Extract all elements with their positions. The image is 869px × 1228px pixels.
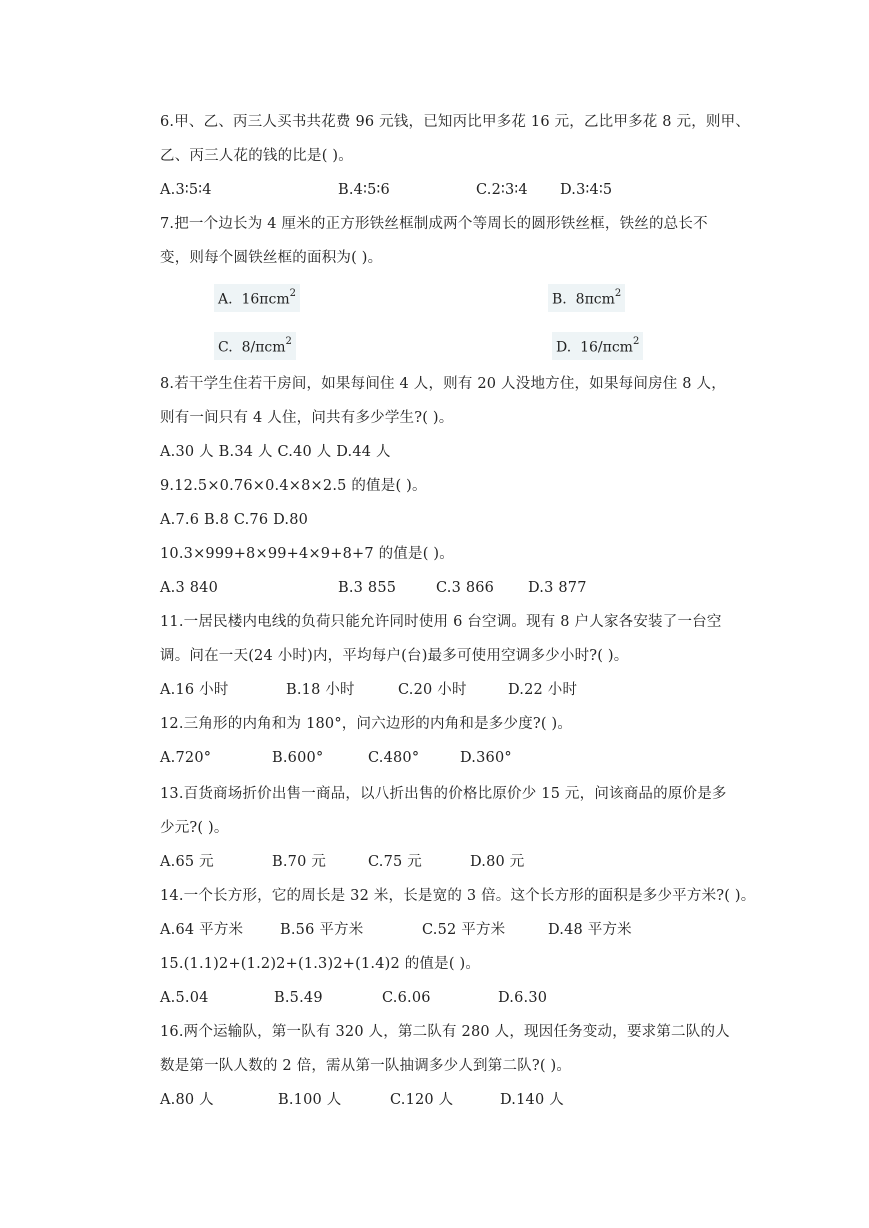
question-14-line-1: 14.一个长方形，它的周长是 32 米，长是宽的 3 倍。这个长方形的面积是多少平方米?( )。	[160, 888, 756, 904]
question-7-line-2: 变，则每个圆铁丝框的面积为( )。	[160, 250, 383, 266]
option-d: D.22 小时	[508, 682, 578, 698]
option-letter: D.	[556, 339, 572, 356]
question-9-line-1: 9.12.5×0.76×0.4×8×2.5 的值是( )。	[160, 478, 427, 494]
question-13-line-1: 13.百货商场折价出售一商品，以八折出售的价格比原价少 15 元，问该商品的原价是多	[160, 786, 727, 802]
option-c: C.52 平方米	[422, 922, 506, 938]
question-15-options	[160, 988, 760, 1008]
option-b: B.100 人	[278, 1092, 342, 1108]
question-14-options	[160, 920, 760, 940]
option-letter: C.	[218, 339, 233, 356]
question-10-options	[160, 578, 760, 598]
option-sup: 2	[632, 336, 640, 347]
options-line: A.7.6 B.8 C.76 D.80	[160, 512, 309, 528]
option-a: A.64 平方米	[160, 922, 244, 938]
question-16-options	[160, 1090, 760, 1110]
question-6-options	[160, 180, 760, 200]
option-d: D.80 元	[470, 854, 525, 870]
option-a: A.720°	[160, 750, 212, 766]
option-c: C.480°	[368, 750, 420, 766]
option-letter: A.	[218, 291, 233, 308]
option-d: D.6.30	[498, 990, 548, 1006]
question-16-line-1: 16.两个运输队，第一队有 320 人，第二队有 280 人，现因任务变动，要求第二队的人	[160, 1024, 730, 1040]
option-c: C.2∶3∶4	[476, 182, 528, 198]
option-d-formula	[552, 332, 643, 360]
option-c: C.3 866	[436, 580, 495, 596]
option-expr: 8πcm	[575, 291, 615, 308]
question-13-options	[160, 852, 760, 872]
option-c-formula	[214, 332, 296, 360]
option-d: D.140 人	[500, 1092, 564, 1108]
option-c: C.6.06	[382, 990, 431, 1006]
option-a: A.3 840	[160, 580, 218, 596]
option-d: D.360°	[460, 750, 512, 766]
question-13-line-2: 少元?( )。	[160, 820, 229, 836]
question-7-line-1: 7.把一个边长为 4 厘米的正方形铁丝框制成两个等周长的圆形铁丝框，铁丝的总长不	[160, 216, 708, 232]
question-8-line-1: 8.若干学生住若干房间，如果每间住 4 人，则有 20 人没地方住，如果每间房住 8 人，	[160, 376, 726, 392]
option-a: A.5.04	[160, 990, 209, 1006]
question-16-line-2: 数是第一队人数的 2 倍，需从第一队抽调多少人到第二队?( )。	[160, 1058, 572, 1074]
option-b-formula	[548, 284, 625, 312]
option-b: B.18 小时	[286, 682, 355, 698]
option-b: B.56 平方米	[280, 922, 364, 938]
option-a: A.65 元	[160, 854, 214, 870]
options-line: A.30 人 B.34 人 C.40 人 D.44 人	[160, 444, 391, 460]
option-sup: 2	[285, 336, 292, 347]
option-d: D.48 平方米	[548, 922, 632, 938]
question-15-line-1: 15.(1.1)2+(1.2)2+(1.3)2+(1.4)2 的值是( )。	[160, 956, 481, 972]
option-d: D.3∶4∶5	[560, 182, 613, 198]
question-12-line-1: 12.三角形的内角和为 180°，问六边形的内角和是多少度?( )。	[160, 716, 573, 732]
question-12-options	[160, 748, 760, 768]
question-11-options	[160, 680, 760, 700]
option-c: C.20 小时	[398, 682, 467, 698]
option-a-formula	[214, 284, 300, 312]
question-6-line-2: 乙、丙三人花的钱的比是( )。	[160, 148, 353, 164]
option-expr: 8/πcm	[241, 339, 286, 356]
option-sup: 2	[614, 288, 622, 299]
option-b: B.3 855	[338, 580, 397, 596]
option-expr: 16πcm	[241, 291, 290, 308]
question-6-line-1: 6.甲、乙、丙三人买书共花费 96 元钱，已知丙比甲多花 16 元，乙比甲多花 8 元，则甲、	[160, 114, 751, 130]
question-8-line-2: 则有一间只有 4 人住，问共有多少学生?( )。	[160, 410, 454, 426]
option-letter: B.	[552, 291, 567, 308]
question-9-options	[160, 510, 760, 530]
option-b: B.4∶5∶6	[338, 182, 390, 198]
question-10-line-1: 10.3×999+8×99+4×9+8+7 的值是( )。	[160, 546, 454, 562]
option-a: A.3∶5∶4	[160, 182, 212, 198]
option-c: C.120 人	[390, 1092, 454, 1108]
option-b: B.70 元	[272, 854, 327, 870]
option-b: B.600°	[272, 750, 324, 766]
option-expr: 16/πcm	[580, 339, 633, 356]
option-sup: 2	[289, 288, 296, 299]
option-a: A.80 人	[160, 1092, 214, 1108]
option-a: A.16 小时	[160, 682, 229, 698]
option-c: C.75 元	[368, 854, 422, 870]
option-d: D.3 877	[528, 580, 587, 596]
question-11-line-1: 11.一居民楼内电线的负荷只能允许同时使用 6 台空调。现有 8 户人家各安装了一台空	[160, 614, 722, 630]
option-b: B.5.49	[274, 990, 323, 1006]
question-8-options	[160, 442, 760, 462]
question-11-line-2: 调。问在一天(24 小时)内，平均每户(台)最多可使用空调多少小时?( )。	[160, 648, 629, 664]
